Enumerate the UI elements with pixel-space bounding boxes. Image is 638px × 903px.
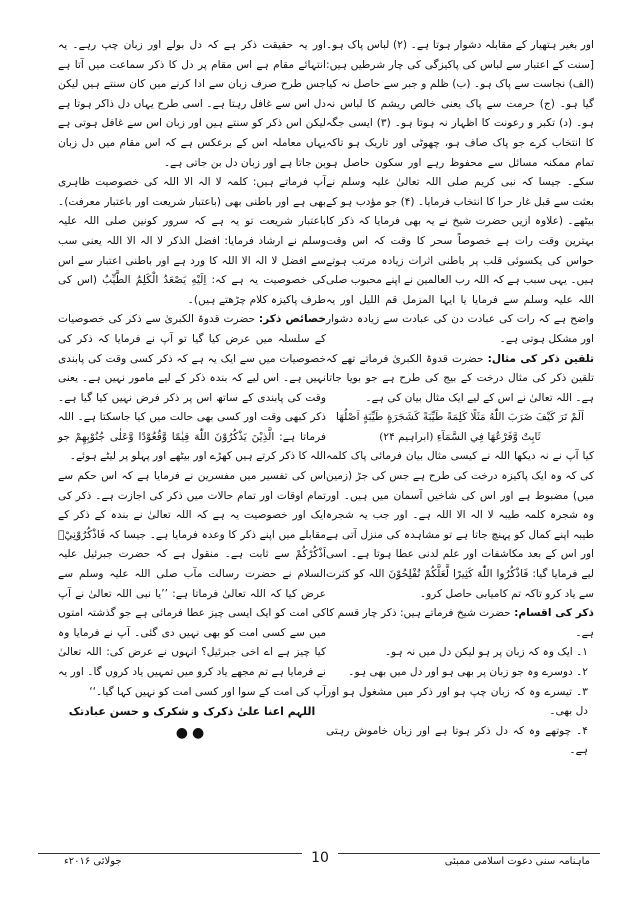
- section-heading-talqeen: تلقین ذکر کی مثال:: [487, 352, 594, 365]
- aqsam-intro: حضرت شیخ فرماتے ہیں: ذکر چار قسم کا ہے۔: [326, 607, 594, 639]
- page-number: 10: [302, 850, 338, 866]
- khasais-section: [58, 310, 326, 467]
- quran-verse: اَلَمْ تَرَ كَيْفَ ضَرَبَ اللّٰهُ مَثَلًا كَلِمَةً طَيِّبَةً كَشَجَرَةٍ طَيِّبَةٍ اَصْلُهَا ثَابِتٌ وَّفَرْعُهَا فِي السَّمَآءِ (ابراہیم ۲۴): [336, 411, 584, 443]
- section-heading-khasais: خصائص ذکر:: [258, 313, 326, 326]
- list-item: ۳۔ تیسرے وہ کہ زبان چپ ہو اور ذکر میں مشغول ہو اور دل بھی۔: [326, 685, 588, 718]
- magazine-name: ماہنامہ سنی دعوت اسلامی ممبئی: [444, 856, 590, 867]
- body-paragraph: کیا آپ نے نہ دیکھا اللہ نے کیسی مثال بیان فرمائی پاک کلمہ کی کہ وہ ایک پاکیزہ درخت کی طرح ہے جس کی جڑ (زمین میں) مضبوط ہے اور اس کی شاخیں آسمان میں ہیں۔ اور وہ شجرہ کلمہ طیبہ لا الہ الا اللہ ہے۔ اور جب یہ شجرہ طیبہ اپنے کمال کو پہنچ جاتا ہے تو مشاہدہ کی منزل آتی ہے اور اس کے بعد مکاشفات اور علم لدنی عطا ہوتا ہے۔ اسی لیے فرمایا گیا: فَاذْكُرُوا اللّٰهَ كَثِيرًا لَّعَلَّكُمْ تُفْلِحُوْنَ اللہ کو کثرت سے یاد کرو تاکہ تم کامیابی حاصل کرو۔: [326, 450, 594, 600]
- list-item: ۴۔ چوتھے وہ کہ دل ذکر ہوتا ہے اور زبان خاموش رہتی ہے۔: [326, 724, 588, 757]
- body-paragraph: اور بغیر ہتھیار کے مقابلہ دشوار ہوتا ہے۔ (۲) لباس پاک ہو۔ [سنت کے اعتبار سے لباس کی پاکیزگی کی چار شرطیں ہیں: (الف) نجاست سے پاک ہو۔ (ب) ظلم و جبر سے حاصل نہ کیا گیا ہو۔ (ج) حرمت سے پاک یعنی خالص ریشم کا لباس نہ ہو۔ (د) تکبر و رعونت کا اظہار نہ ہوتا ہو۔ (۳) ایسی جگہ کا انتخاب کرے جو پاک صاف ہو، چھوٹی اور تاریک ہو تاکہ تمام ممکنہ مسائل سے محفوظ رہے اور سکون حاصل ہو سکے۔ جیسا کہ نبی کریم صلی اللہ تعالیٰ علیہ وسلم نے بعثت سے قبل غار حرا کا انتخاب فرمایا۔ (۴) جو مؤدب ہو کے بیٹھے۔ (علاوہ ازیں حضرت شیخ نے یہ بھی فرمایا کہ ذکر کا بہترین وقت رات ہے خصوصاً سحر کا وقت کہ اس وقت حواس کی یکسوئی قلب پر باطنی اثرات زیادہ مرتب ہوتے ہیں۔ یہی سبب ہے کہ اللہ رب العالمین نے اپنے محبوب صلی اللہ علیہ وسلم سے فرمایا یا ایہا المزمل قم اللیل اور یہ واضح ہے کہ رات کی عبادت دن کی عبادت سے زیادہ دشوار اور مشکل ہوتی ہے۔: [326, 39, 594, 345]
- talqeen-text: حضرت قدوۃ الکبریٰ فرماتے تھے کہ تلقین ذکر کی مثال درخت کے بیج کی طرح ہے جو بویا جاتا ہے۔ اللہ تعالیٰ نے اس کے لیے ایک مثال بیان کی ہے۔: [326, 352, 594, 404]
- khasais-text: حضرت قدوۃ الکبریٰ سے ذکر کی خصوصیات کے سلسلہ میں عرض کیا گیا تو آپ نے فرمایا کہ ذکر کی خصوصیات میں سے ایک یہ ہے کہ ذکر کسی وقت کی پابندی نہیں ہے۔ اس لیے کہ بندہ ذکر کے لیے مامور نہیں ہے۔ یعنی وقت کی پابندی کے ساتھ اس پر ذکر فرض نہیں کیا گیا ہے۔ ذکر کبھی وقت اور کسی بھی حالت میں کیا جاسکتا ہے۔ اللہ فرماتا ہے: الَّذِيْنَ يَذْكُرُوْنَ اللّٰهَ قِيٰمًا وَّقُعُوْدًا وَّعَلٰى جُنُوْبِهِمْ جو اللہ کا ذکر کرتے ہیں کھڑے اور بیٹھے اور پہلو پر لیٹے ہوئے۔: [58, 313, 326, 463]
- right-column: [326, 36, 594, 761]
- list-item: ۲۔ دوسرے وہ جو زبان پر بھی ہو اور دل میں بھی ہو۔: [348, 666, 588, 678]
- closing-dua: اللہم اعنا علیٰ ذکرک و شکرک و حسن عبادتک: [68, 705, 316, 719]
- left-column: [58, 36, 326, 743]
- end-marker: ●●: [175, 724, 209, 741]
- issue-date: جولائی ۲۰۱۶ء: [64, 856, 122, 867]
- body-paragraph: آپ فرماتے ہیں: کلمہ لا الہ الا اللہ کی خصوصیت ظاہری بھی ہے اور باطنی بھی (باعتبار شریعت اور باعتبار معرفت)۔ باعتبار شریعت تو یہ ہے کہ سرور کونین صلی اللہ علیہ وسلم نے ارشاد فرمایا: افضل الذکر لا الہ الا اللہ یعنی سب سے افضل لا الہ الا اللہ کا ورد ہے اور باطنی اعتبار سے اس کی خصوصیت یہ ہے کہ: اِلَيْهِ يَصْعَدُ الْكَلِمُ الطَّيِّبُ (اس کی طرف پاکیزہ کلام چڑھتے ہیں)۔: [58, 176, 326, 306]
- aqsam-section: [326, 604, 594, 643]
- body-paragraph: اور یہ حقیقت ذکر ہے کہ دل بولے اور زبان چپ رہے۔ یہ انتہائے مقام ہے اس مقام پر دل کا ذکر سماعت میں آتا ہے جس طرح صرف زبان سے ادا کرنے میں کان سنتے ہیں لیکن دل اس سے غافل رہتا ہے۔ اسی طرح یہاں دل ذاکر ہوتا ہے لیکن اس ذکر کو سنتے ہیں اور زبان اس سے غافل ہوتی ہے یہاں معاملہ اس کے برعکس ہے کہ اس مقام میں دل زبان بن جاتا ہے اور زبان دل بن جاتی ہے۔: [58, 39, 326, 169]
- talqeen-section: [326, 350, 594, 409]
- section-heading-aqsam: ذکر کی اقسام:: [514, 607, 594, 620]
- body-paragraph: اس کی تفسیر میں مفسرین نے فرمایا ہے کہ اس حکم سے تمام اوقات اور تمام حالات میں ذکر کی اجازت ہے۔ ذکر کی ایک اور خصوصیت یہ ہے کہ اللہ تعالیٰ نے بندہ کے ذکر کے مقابلے میں اپنے ذکر کا وعدہ فرمایا ہے۔ جیسا کہ فَاذْكُرُوْنِيْۤ اَذْكُرْكُمْ سے ثابت ہے۔ منقول ہے کہ حضرت جبرئیل علیہ السلام نے حضرت رسالت مآب صلی اللہ علیہ وسلم سے عرض کیا کہ اللہ تعالیٰ فرماتا ہے: ’’یا نبی اللہ تعالیٰ نے آپ کی امت کو ایک ایسی چیز عطا فرمائی ہے جو گذشتہ امتوں میں سے کسی امت کو بھی نہیں دی گئی۔ آپ نے فرمایا وہ کیا چیز ہے اے اخی جبرئیل؟ انہوں نے عرض کی: اللہ تعالیٰ نے فرمایا ہے تم مجھے یاد کرو میں تمہیں یاد کروں گا۔ اور یہ آپ کی امت کے سوا اور کسی امت کو نہیں کہا گیا۔‘‘: [58, 470, 326, 698]
- list-item: ۱۔ ایک وہ کہ زبان پر ہو لیکن دل میں نہ ہو۔: [384, 646, 588, 659]
